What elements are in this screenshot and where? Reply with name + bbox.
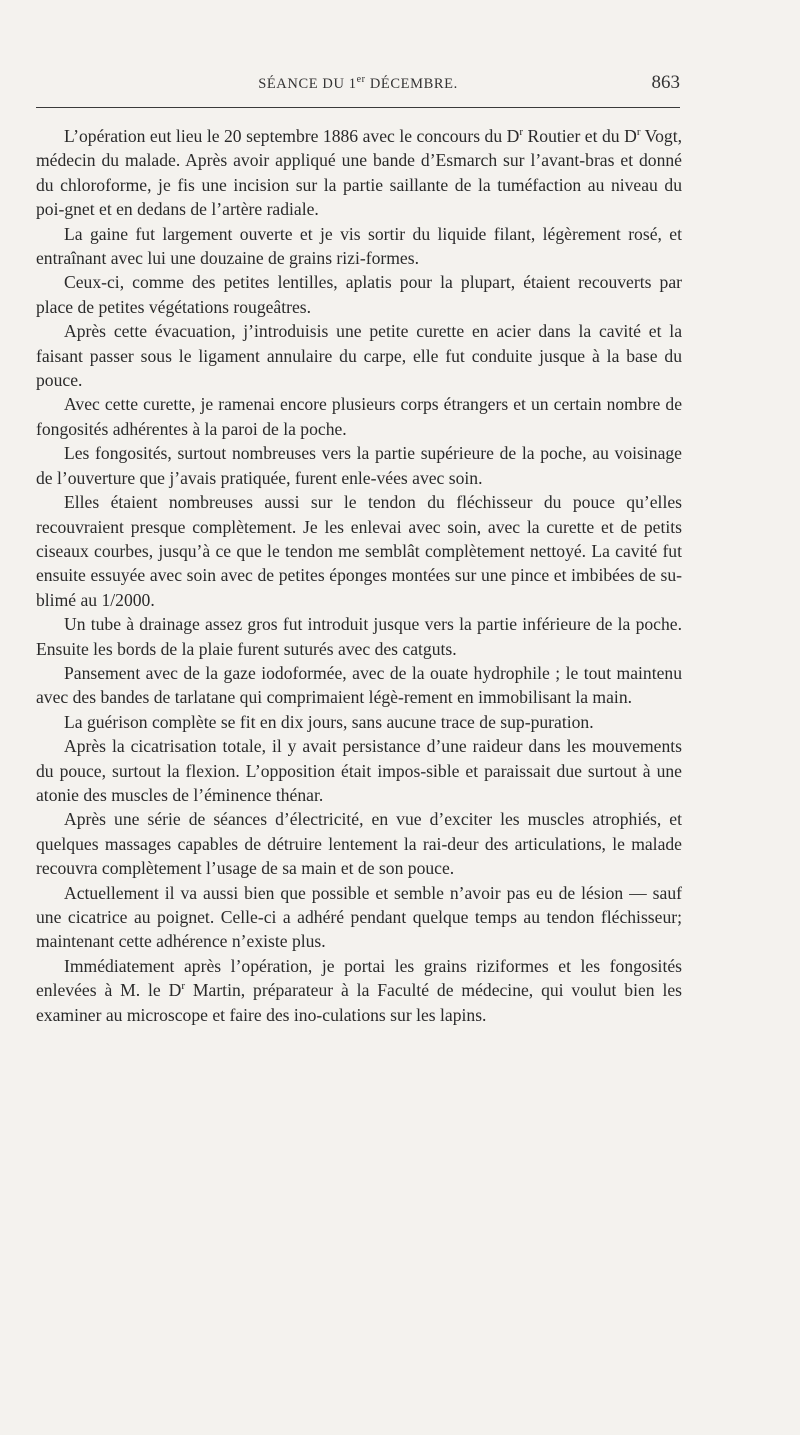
paragraph: [36, 807, 682, 880]
paragraph: [36, 124, 682, 222]
paragraph-text: Avec cette curette, je ramenai encore plusieurs corps étrangers et un certain nombre de fongosités adhérentes à la paroi de la poche.: [36, 394, 682, 439]
superscript: r: [181, 980, 185, 993]
header-title-superscript: er: [356, 74, 366, 86]
paragraph-text: Vogt, médecin du malade. Après avoir appliqué une bande d’Esmarch sur l’avant-bras et donné du chloroforme, je fis une incision sur la partie saillante de la tuméfaction au niveau du poi-gnet et en dedans de l’artère radiale.: [36, 126, 682, 220]
paragraph: [36, 954, 682, 1027]
paragraph: [36, 222, 682, 271]
paragraph-text: La gaine fut largement ouverte et je vis sortir du liquide filant, légèrement rosé, et entraînant avec lui une douzaine de grains rizi-formes.: [36, 223, 682, 269]
paragraph: [36, 441, 682, 490]
paragraph: [36, 612, 682, 661]
paragraph-text: Actuellement il va aussi bien que possible et semble n’avoir pas eu de lésion — sauf une cicatrice au poignet. Celle-ci a adhéré pendant quelque temps au tendon fléchisseur; maintenant cette adhérence n’existe plus.: [36, 882, 682, 952]
paragraph-text: Après cette évacuation, j’introduisis une petite curette en acier dans la cavité et la faisant passer sous le ligament annulaire du carpe, elle fut conduite jusque à la base du pouce.: [36, 321, 682, 391]
page-number: 863: [651, 72, 680, 93]
superscript: r: [636, 126, 641, 139]
header-title-prefix: SÉANCE DU 1: [258, 76, 357, 92]
paragraph-text: Pansement avec de la gaze iodoformée, avec de la ouate hydrophile ; le tout maintenu avec des bandes de tarlatane qui comprimaient légè-rement en immobilisant la main.: [36, 662, 682, 708]
superscript: r: [519, 126, 524, 139]
paragraph: [36, 734, 682, 807]
paragraph: [36, 661, 682, 710]
running-header: [36, 72, 680, 102]
paragraph: [36, 710, 682, 734]
paragraph: [36, 881, 682, 954]
paragraph: [36, 490, 682, 612]
paragraph-text: Routier et du D: [523, 126, 637, 146]
paragraph: [36, 319, 682, 392]
paragraph-text: Les fongosités, surtout nombreuses vers la partie supérieure de la poche, au voisinage de l’ouverture que j’avais pratiquée, furent enle-vées avec soin.: [36, 443, 682, 488]
paragraph-text: La guérison complète se fit en dix jours, sans aucune trace de sup-puration.: [64, 711, 594, 732]
paragraph-text: Un tube à drainage assez gros fut introduit jusque vers la partie inférieure de la poche. Ensuite les bords de la plaie furent suturés avec des catguts.: [36, 614, 682, 659]
body-text: [36, 124, 682, 1027]
paragraph-text: L’opération eut lieu le 20 septembre 1886 avec le concours du D: [64, 126, 520, 146]
paragraph-text: Après une série de séances d’électricité, en vue d’exciter les muscles atrophiés, et quelques massages capables de détruire lentement la rai-deur des articulations, le malade recouvra complètement l’usage de sa main et de son pouce.: [36, 809, 682, 879]
paragraph: [36, 392, 682, 441]
paragraph-text: Ceux-ci, comme des petites lentilles, aplatis pour la plupart, étaient recouverts par place de petites végétations rougeâtres.: [36, 272, 682, 317]
paragraph-text: Martin, préparateur à la Faculté de médecine, qui voulut bien les examiner au microscope et faire des ino-culations sur les lapins.: [36, 980, 682, 1025]
paragraph-text: Elles étaient nombreuses aussi sur le tendon du fléchisseur du pouce qu’elles recouvraient presque complètement. Je les enlevai avec soin, avec la curette et de petits ciseaux courbes, jusqu’à ce que le tendon me semblât complètement nettoyé. La cavité fut ensuite essuyée avec soin avec de petites éponges montées sur une pince et imbibées de su-blimé au 1/2000.: [36, 492, 682, 610]
paragraph: [36, 270, 682, 319]
paragraph-text: Après la cicatrisation totale, il y avait persistance d’une raideur dans les mouvements du pouce, surtout la flexion. L’opposition était impos-sible et paraissait due surtout à une atonie des muscles de l’éminence thénar.: [36, 736, 682, 805]
paragraph-text: Immédiatement après l’opération, je portai les grains riziformes et les fongosités enlevées à M. le D: [36, 955, 682, 1001]
header-title-suffix: DÉCEMBRE.: [365, 76, 458, 92]
header-rule: [36, 107, 680, 108]
header-title: [36, 76, 680, 93]
